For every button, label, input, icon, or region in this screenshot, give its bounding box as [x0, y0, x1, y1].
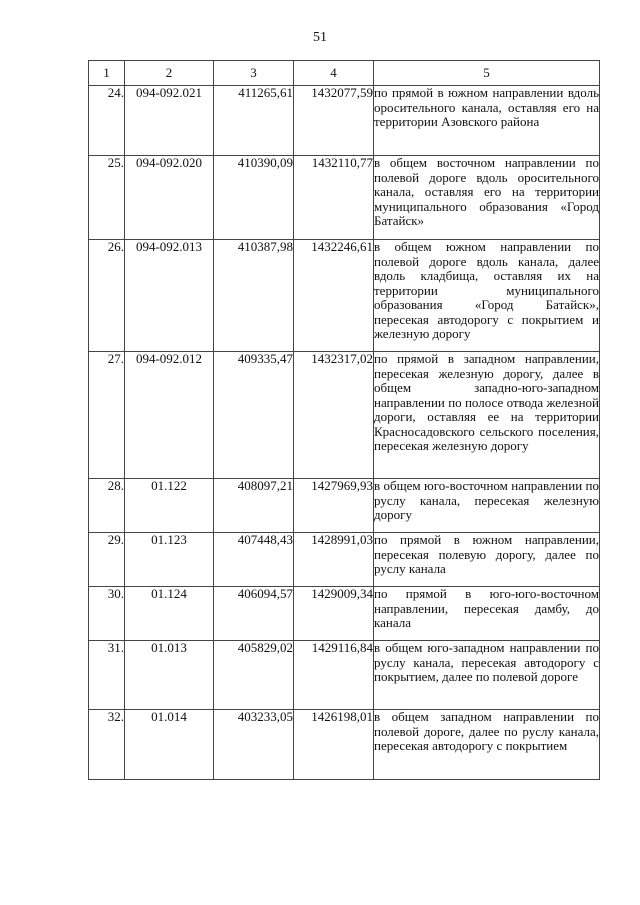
- column-header: 2: [125, 61, 214, 86]
- boundary-description: в общем юго-восточном направлении по руслу канала, пересекая железную дорогу: [374, 479, 600, 533]
- table-row: [89, 641, 600, 710]
- table-header-row: [89, 61, 600, 86]
- coordinate-y: 1428991,03: [294, 533, 374, 587]
- boundary-description: в общем западном направлении по полевой дороге, далее по руслу канала, пересекая автодорогу с покрытием: [374, 710, 600, 780]
- table-row: [89, 533, 600, 587]
- coordinate-x: 406094,57: [214, 587, 294, 641]
- row-number: 25.: [89, 156, 125, 240]
- coordinate-y: 1427969,93: [294, 479, 374, 533]
- coordinate-y: 1429009,34: [294, 587, 374, 641]
- boundary-description: по прямой в западном направлении, пересекая железную дорогу, далее в общем западно-юго-западном направлении по полосе отвода железной дороги, оставляя ее на территории Красносадовского сельского поселения, пересекая железную дорогу: [374, 352, 600, 479]
- coordinate-x: 407448,43: [214, 533, 294, 587]
- point-code: 01.124: [125, 587, 214, 641]
- table-row: [89, 156, 600, 240]
- column-header: 3: [214, 61, 294, 86]
- coordinate-x: 410390,09: [214, 156, 294, 240]
- row-number: 29.: [89, 533, 125, 587]
- point-code: 094-092.021: [125, 86, 214, 156]
- column-header: 1: [89, 61, 125, 86]
- column-header: 5: [374, 61, 600, 86]
- row-number: 24.: [89, 86, 125, 156]
- point-code: 01.013: [125, 641, 214, 710]
- boundary-description: в общем южном направлении по полевой дороге вдоль канала, далее вдоль кладбища, оставляя их на территории муниципального образования «Город Батайск», пересекая автодорогу с покрытием и железную дорогу: [374, 240, 600, 352]
- coordinate-x: 409335,47: [214, 352, 294, 479]
- point-code: 094-092.012: [125, 352, 214, 479]
- table-row: [89, 710, 600, 780]
- coordinate-x: 411265,61: [214, 86, 294, 156]
- coordinate-x: 408097,21: [214, 479, 294, 533]
- coordinate-y: 1432110,77: [294, 156, 374, 240]
- row-number: 30.: [89, 587, 125, 641]
- table-row: [89, 86, 600, 156]
- boundary-points-table: [88, 60, 600, 780]
- table-row: [89, 352, 600, 479]
- point-code: 01.014: [125, 710, 214, 780]
- point-code: 01.123: [125, 533, 214, 587]
- coordinate-y: 1432246,61: [294, 240, 374, 352]
- coordinate-y: 1429116,84: [294, 641, 374, 710]
- boundary-description: в общем юго-западном направлении по руслу канала, пересекая автодорогу с покрытием, далее по полевой дороге: [374, 641, 600, 710]
- coordinate-y: 1432317,02: [294, 352, 374, 479]
- coordinate-x: 403233,05: [214, 710, 294, 780]
- row-number: 32.: [89, 710, 125, 780]
- boundary-description: по прямой в южном направлении вдоль оросительного канала, оставляя его на территории Азовского района: [374, 86, 600, 156]
- boundary-description: в общем восточном направлении по полевой дороге вдоль оросительного канала, оставляя его на территории муниципального образования «Город Батайск»: [374, 156, 600, 240]
- coordinate-x: 410387,98: [214, 240, 294, 352]
- point-code: 094-092.020: [125, 156, 214, 240]
- coordinate-y: 1432077,59: [294, 86, 374, 156]
- boundary-description: по прямой в южном направлении, пересекая полевую дорогу, далее по руслу канала: [374, 533, 600, 587]
- boundary-description: по прямой в юго-юго-восточном направлении, пересекая дамбу, до канала: [374, 587, 600, 641]
- point-code: 01.122: [125, 479, 214, 533]
- page-number: 51: [313, 30, 327, 45]
- coordinate-y: 1426198,01: [294, 710, 374, 780]
- row-number: 26.: [89, 240, 125, 352]
- table-row: [89, 240, 600, 352]
- coordinate-x: 405829,02: [214, 641, 294, 710]
- row-number: 31.: [89, 641, 125, 710]
- row-number: 27.: [89, 352, 125, 479]
- table-row: [89, 587, 600, 641]
- row-number: 28.: [89, 479, 125, 533]
- column-header: 4: [294, 61, 374, 86]
- table-row: [89, 479, 600, 533]
- point-code: 094-092.013: [125, 240, 214, 352]
